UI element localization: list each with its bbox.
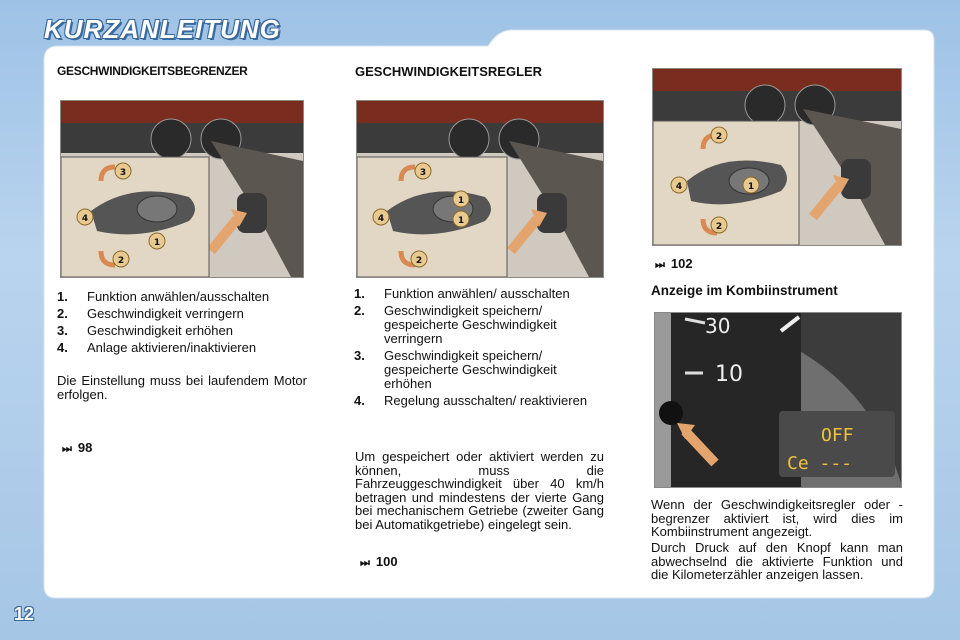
callout-4: 4 <box>377 214 385 224</box>
list-item: 2. Geschwindigkeit speichern/ gespeicherte Geschwindigkeit verringern <box>354 303 557 346</box>
ref-98[interactable]: ⏭ 98 <box>62 440 93 455</box>
cruise-control-heading: GESCHWINDIGKEITSREGLER <box>355 64 543 79</box>
cruise-control-note: Um gespeichert oder aktiviert werden zu können, muss die Fahrzeuggeschwindigkeit über 40 km/h betragen und mindestens der vierte Gang bei mechanischem Getriebe (zweiter Gang bei Automatikgetriebe) eingelegt sein. <box>355 449 604 532</box>
page-title: KURZANLEITUNG <box>44 14 281 44</box>
list-item: 1. Funktion anwählen/ausschalten <box>57 289 270 304</box>
instrument-display-heading: Anzeige im Kombiinstrument <box>651 283 838 298</box>
speed-limiter-photo <box>60 100 304 278</box>
instrument-para-2: Durch Druck auf den Knopf kann man abwechselnd die aktivierte Funktion und die Kilometerzähler anzeigen lassen. <box>651 540 903 582</box>
list-item: 4. Anlage aktivieren/inaktivieren <box>57 340 257 355</box>
callout-2b: 2 <box>715 222 723 232</box>
list-item: 3. Geschwindigkeit erhöhen <box>57 323 233 338</box>
display-ce-text: Ce --- <box>787 453 853 474</box>
gauge-label-30: 30 <box>705 314 731 338</box>
list-item: 1. Funktion anwählen/ ausschalten <box>354 286 570 301</box>
list-item: 4. Regelung ausschalten/ reaktivieren <box>354 393 588 408</box>
callout-3: 3 <box>119 168 127 178</box>
callout-1b: 1 <box>457 216 465 226</box>
callout-1: 1 <box>457 196 465 206</box>
ref-102[interactable]: ⏭ 102 <box>655 256 693 271</box>
cruise-control-list <box>354 287 608 411</box>
double-arrow-icon: ⏭ <box>360 557 370 569</box>
callout-4: 4 <box>675 182 683 192</box>
callout-3: 3 <box>419 168 427 178</box>
speed-limiter-list <box>57 290 307 358</box>
callout-1: 1 <box>747 182 755 192</box>
page-number: 12 <box>14 604 35 624</box>
callout-1: 1 <box>153 238 161 248</box>
speed-limiter-note: Die Einstellung muss bei laufendem Motor erfolgen. <box>57 373 307 402</box>
double-arrow-icon: ⏭ <box>62 443 72 455</box>
callout-2: 2 <box>117 256 125 266</box>
list-item: 3. Geschwindigkeit speichern/ gespeicherte Geschwindigkeit erhöhen <box>354 348 557 391</box>
double-arrow-icon: ⏭ <box>655 259 665 271</box>
display-off-text: OFF <box>821 425 854 446</box>
callout-2: 2 <box>715 132 723 142</box>
cruise-control-photo <box>356 100 604 278</box>
steering-control-photo <box>652 68 902 246</box>
gauge-label-10: 10 <box>715 362 743 387</box>
speed-limiter-heading: GESCHWINDIGKEITSBEGRENZER <box>57 64 248 78</box>
list-item: 2. Geschwindigkeit verringern <box>57 306 244 321</box>
callout-2: 2 <box>415 256 423 266</box>
instrument-cluster-photo <box>654 312 902 488</box>
callout-4: 4 <box>81 214 89 224</box>
ref-100[interactable]: ⏭ 100 <box>360 554 398 569</box>
instrument-para-1: Wenn der Geschwindigkeitsregler oder -begrenzer aktiviert ist, wird dies im Kombiinstrument angezeigt. <box>651 497 903 539</box>
